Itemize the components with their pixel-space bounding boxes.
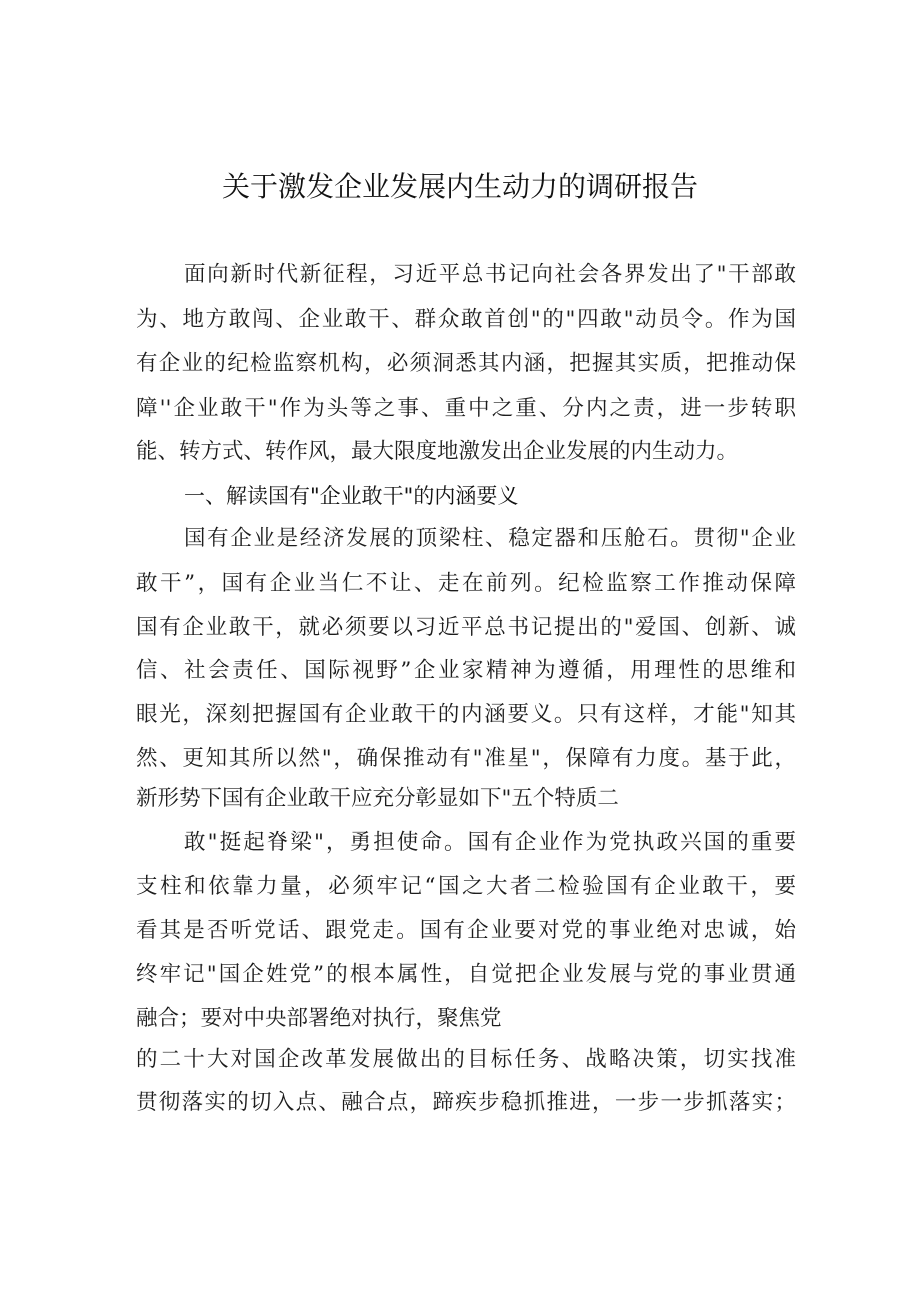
paragraph-1-line-1: 面向新时代新征程，习近平总书记向社会各界发出了"干部敢 bbox=[184, 262, 796, 287]
paragraph-3-line-2: 支柱和依靠力量，必须牢记“国之大者二检验国有企业敢干，要 bbox=[136, 874, 796, 899]
paragraph-1-line-3: 有企业的纪检监察机构，必须洞悉其内涵，把握其实质，把推动保 bbox=[136, 351, 796, 376]
paragraph-2-line-7: 新形势下国有企业敢干应充分彰显如下"五个特质二 bbox=[136, 786, 619, 811]
paragraph-1-line-4: 障''企业敢干"作为头等之事、重中之重、分内之责，进一步转职 bbox=[136, 396, 796, 421]
paragraph-1-line-5: 能、转方式、转作风，最大限度地激发出企业发展的内生动力。 bbox=[136, 439, 739, 464]
paragraph-3-line-3: 看其是否听党话、跟党走。国有企业要对党的事业绝对忠诚，始 bbox=[136, 918, 796, 943]
document-title: 关于激发企业发展内生动力的调研报告 bbox=[221, 170, 698, 203]
paragraph-1-line-2: 为、地方敢闯、企业敢干、群众敢首创"的"四敢"动员令。作为国 bbox=[136, 307, 796, 332]
section-heading-1: 一、解读国有"企业敢干"的内涵要义 bbox=[184, 484, 519, 508]
paragraph-3-line-7: 贯彻落实的切入点、融合点，蹄疾步稳抓推进，一步一步抓落实； bbox=[136, 1090, 796, 1115]
paragraph-3-line-6: 的二十大对国企改革发展做出的目标任务、战略决策，切实找准 bbox=[136, 1047, 796, 1072]
paragraph-3-line-1: 敢"挺起脊梁"，勇担使命。国有企业作为党执政兴国的重要 bbox=[184, 830, 796, 855]
paragraph-2-line-6: 然、更知其所以然"，确保推动有"准星"，保障有力度。基于此， bbox=[136, 746, 796, 771]
paragraph-2-line-4: 信、社会责任、国际视野”企业家精神为遵循，用理性的思维和 bbox=[136, 658, 796, 683]
paragraph-2-line-1: 国有企业是经济发展的顶梁柱、稳定器和压舱石。贯彻"企业 bbox=[184, 526, 796, 551]
paragraph-2-line-5: 眼光，深刻把握国有企业敢干的内涵要义。只有这样，才能"知其 bbox=[136, 702, 796, 727]
paragraph-2-line-3: 国有企业敢干，就必须要以习近平总书记提出的"爱国、创新、诚 bbox=[136, 615, 796, 640]
paragraph-2-line-2: 敢干”，国有企业当仁不让、走在前列。纪检监察工作推动保障 bbox=[136, 571, 796, 596]
paragraph-3-line-4: 终牢记"国企姓党”的根本属性，自觉把企业发展与党的事业贯通 bbox=[136, 962, 796, 987]
paragraph-3-line-5: 融合；要对中央部署绝对执行，聚焦党 bbox=[136, 1006, 502, 1031]
